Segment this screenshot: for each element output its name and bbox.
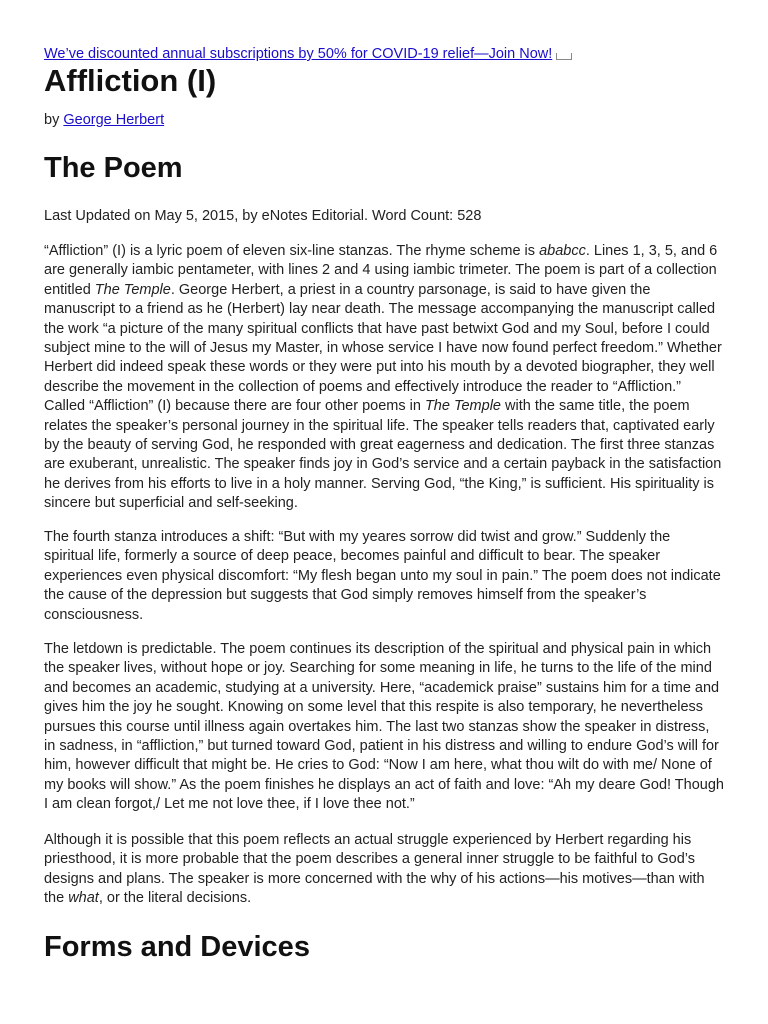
promo-link[interactable]: We’ve discounted annual subscriptions by 50% for COVID-19 relief—Join Now! xyxy=(44,46,553,62)
section-heading-the-poem: The Poem xyxy=(44,152,183,184)
section-heading-forms-and-devices: Forms and Devices xyxy=(44,931,310,963)
p1-text-b: . Lines 1, 3, 5, and 6 are generally iambic pentameter, with lines 2 and 4 using iambic trimeter. The poem is part of a collection entitled xyxy=(44,243,718,298)
promo-banner xyxy=(44,44,572,64)
p4-em-what: what xyxy=(68,890,99,907)
byline-prefix: by xyxy=(44,112,60,128)
paragraph-4 xyxy=(44,831,724,909)
p1-em-rhyme: ababcc xyxy=(539,243,586,259)
article-title: Affliction (I) xyxy=(44,63,217,98)
paragraph-2: The fourth stanza introduces a shift: “But with my yeares sorrow did twist and grow.” Suddenly the spiritual life, formerly a source of deep peace, becomes painful and difficult to bear. The speaker experiences even physical discomfort: “My flesh began unto my soul in pain.” The poem does not indicate the cause of the depression but suggests that God simply removes himself from the speaker’s consciousness. xyxy=(44,529,721,623)
byline xyxy=(44,110,164,130)
p1-text-a: “Affliction” (I) is a lyric poem of eleven six-line stanzas. The rhyme scheme is xyxy=(44,243,540,259)
p1-em-temple-2: The Temple xyxy=(424,398,501,415)
last-updated-meta: Last Updated on May 5, 2015, by eNotes Editorial. Word Count: 528 xyxy=(44,208,482,224)
author-link[interactable]: George Herbert xyxy=(63,112,165,128)
paragraph-3: The letdown is predictable. The poem continues its description of the spiritual and physical pain in which the speaker lives, without hope or joy. Searching for some meaning in life, he turns to the life of the mind and becomes an academic, studying at a university. Here, “academick praise” sustains him for a time and gives him the joy he sought. Knowing on some level that this respite is also temporary, he nevertheless pursues this course until illness again overtakes him. The last two stanzas show the speaker in distress, in sadness, in “affliction,” but turned toward God, patient in his distress and willing to endure God’s will for him, however difficult that might be. He cries to God: “Now I am here, what thou wilt do with me/ None of my books will show.” As the poem finishes he displays an act of faith and love: “Ah my deare God! Though I am clean forgot,/ Let me not love thee, if I love thee not.” xyxy=(44,641,724,813)
p1-text-c: . George Herbert, a priest in a country parsonage, is said to have given the manuscript to a friend as he (Herbert) lay near death. The message accompanying the manuscript called the work “a picture of the many spiritual conflicts that have past betwixt God and my Soul, before I could subject mine to the will of Jesus my Master, in whose service I have now found perfect freedom.” Whether Herbert did indeed speak these words or they were put into his mouth by a devoted biographer, they well describe the movement in the collection of poems and effectively introduce the reader to “Affliction.” Called “Affliction” (I) because there are four other poems in xyxy=(44,281,722,415)
p1-em-temple: The Temple xyxy=(94,281,171,298)
p1-text-d: with the same title, the poem relates the speaker’s personal journey in the spiritual life. The speaker tells readers that, captivated early by the beauty of serving God, he responded with great eagerness and dedication. The first three stanzas are exuberant, unrealistic. The speaker finds joy in God’s service and a certain payback in the satisfaction he derives from his efforts to live in a holy manner. Serving God, “the King,” is sufficient. His spirituality is sincere but superficial and self-seeking. xyxy=(44,398,722,512)
broken-image-icon xyxy=(556,53,572,60)
p4-text-a: Although it is possible that this poem reflects an actual struggle experienced by Herbert regarding his priesthood, it is more probable that the poem describes a general inner struggle to be faithful to God’s designs and plans. The speaker is more concerned with the why of his actions—his motives—than with the xyxy=(44,832,705,907)
paragraph-1 xyxy=(44,242,724,514)
p4-text-b: , or the literal decisions. xyxy=(98,890,252,907)
